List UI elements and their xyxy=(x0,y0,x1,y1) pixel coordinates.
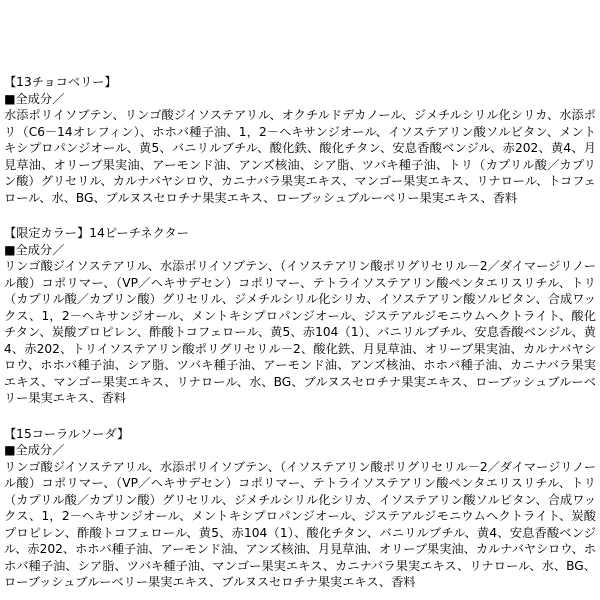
ingredient-document xyxy=(4,74,596,591)
product-heading: 【15コーラルソーダ】 xyxy=(4,426,130,441)
ingredients-label: ■全成分／ xyxy=(4,242,65,257)
ingredients-list: リンゴ酸ジイソステアリル、水添ポリイソブテン、（イソステアリン酸ポリグリセリル－2／ダイマージリノール酸）コポリマー、（VP／ヘキサデセン）コポリマー、テトライソステアリン酸ペンタエリスリチル、トリ（カプリル酸／カプリン酸）グリセリル、ジメチルシリル化シリカ、イソステアリン酸ソルビタン、合成ワックス、1，2－ヘキサンジオール、メントキシプロパンジオール、ジステアルジモニウムヘクトライト、炭酸プロピレン、酢酸トコフェロール、黄5、赤104（1）、酸化チタン、バニリルブチル、黄4、安息香酸ベンジル、赤202、ホホバ種子油、アーモンド油、アンズ核油、月見草油、オリーブ果実油、カルナバヤシロウ、ホホバ種子油、シア脂、ツバキ種子油、マンゴー果実エキス、カニナバラ果実エキス、リナロール、水、BG、ローブッシュブルーベリー果実エキス、ブルヌスセロチナ果実エキス、香料 xyxy=(4,459,596,589)
product-section-coral-soda xyxy=(4,426,596,591)
product-heading: 【限定カラー】14ピーチネクター xyxy=(4,226,189,240)
product-section-peach-nectar xyxy=(4,225,596,407)
product-heading: 【13チョコベリー】 xyxy=(4,75,117,89)
ingredients-list: 水添ポリイソブテン、リンゴ酸ジイソステアリル、オクチルドデカノール、ジメチルシリル化シリカ、水添ポリ（C6－14オレフィン）、ホホバ種子油、1，2－ヘキサンジオール、イソステアリン酸ソルビタン、メントキシプロパンジオール、黄5、バニリルブチル、酸化鉄、酸化チタン、安息香酸ベンジル、赤202、黄4、月見草油、オリーブ果実油、アーモンド油、アンズ核油、シア脂、ツバキ種子油、トリ（カプリル酸／カプリン酸）グリセリル、カルナバヤシロウ、カニナバラ果実エキス、マンゴー果実エキス、リナロール、トコフェロール、水、BG、ブルヌスセロチナ果実エキス、ローブッシュブルーベリー果実エキス、香料 xyxy=(4,108,596,205)
product-section-chocoberry xyxy=(4,74,596,206)
ingredients-label: ■全成分／ xyxy=(4,91,65,106)
ingredients-list: リンゴ酸ジイソステアリル、水添ポリイソブテン、（イソステアリン酸ポリグリセリル－2／ダイマージリノール酸）コポリマー、（VP／ヘキサデセン）コポリマー、テトライソステアリン酸ペンタエリスリチル、トリ（カプリル酸／カプリン酸）グリセリル、ジメチルシリル化シリカ、イソステアリン酸ソルビタン、合成ワックス、1，2－ヘキサンジオール、メントキシプロパンジオール、ジステアルジモニウムヘクトライト、酸化チタン、炭酸プロピレン、酢酸トコフェロール、黄5、赤104（1）、バニリルブチル、安息香酸ベンジル、黄4、赤202、トリイソステアリン酸ポリグリセリル－2、酸化鉄、月見草油、オリーブ果実油、カルナバヤシロウ、ホホバ種子油、シア脂、ツバキ種子油、アーモンド油、アンズ核油、ホホバ種子油、カニナバラ果実エキス、マンゴー果実エキス、リナロール、水、BG、ブルヌスセロチナ果実エキス、ローブッシュブルーベリー果実エキス、香料 xyxy=(4,259,596,405)
ingredients-label: ■全成分／ xyxy=(4,443,65,457)
